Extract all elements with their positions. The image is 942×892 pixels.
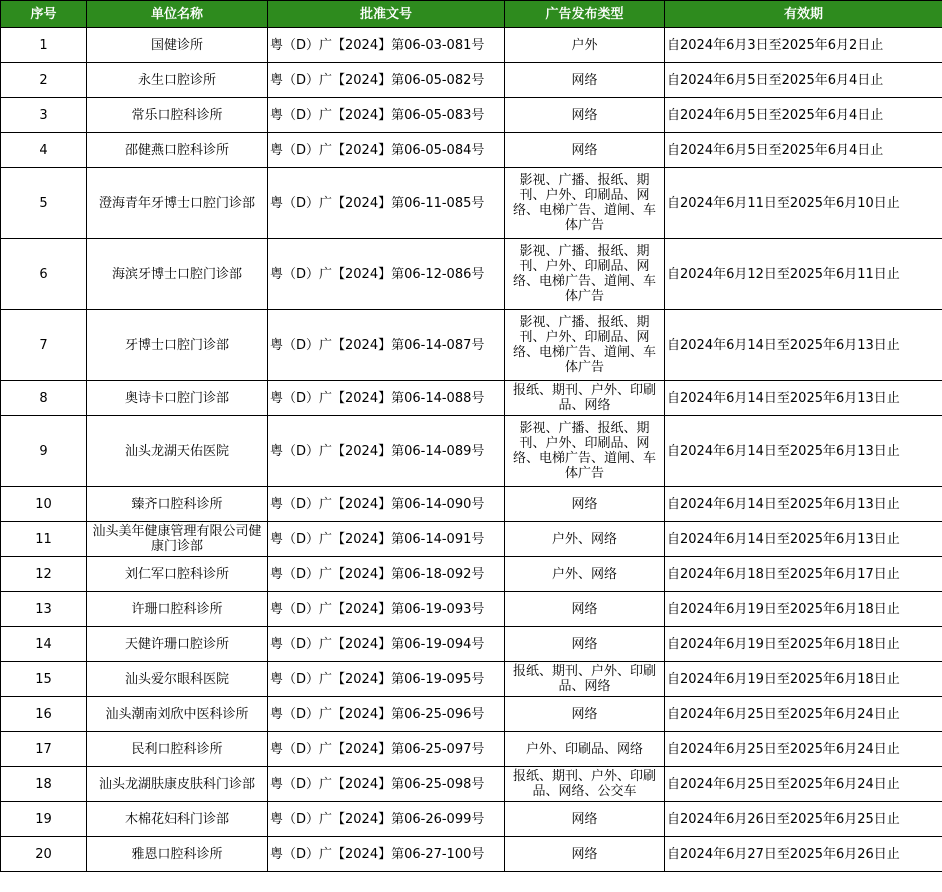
cell-approval-number: 粤（D）广【2024】第06-25-097号: [268, 732, 505, 767]
cell-ad-type: 影视、广播、报纸、期刊、户外、印刷品、网络、电梯广告、道闸、车体广告: [505, 168, 665, 239]
table-row: [1, 28, 942, 63]
cell-approval-number: 粤（D）广【2024】第06-14-091号: [268, 522, 505, 557]
cell-ad-type: 户外、网络: [505, 557, 665, 592]
cell-unit-name: 汕头龙湖肤康皮肤科门诊部: [87, 767, 268, 802]
cell-validity-period: 自2024年6月19日至2025年6月18日止: [665, 627, 942, 662]
cell-unit-name: 汕头爱尔眼科医院: [87, 662, 268, 697]
cell-approval-number: 粤（D）广【2024】第06-25-096号: [268, 697, 505, 732]
cell-approval-number: 粤（D）广【2024】第06-05-082号: [268, 63, 505, 98]
cell-serial-number: 16: [1, 697, 87, 732]
cell-approval-number: 粤（D）广【2024】第06-14-089号: [268, 416, 505, 487]
cell-serial-number: 12: [1, 557, 87, 592]
cell-validity-period: 自2024年6月25日至2025年6月24日止: [665, 732, 942, 767]
cell-unit-name: 臻齐口腔科诊所: [87, 487, 268, 522]
cell-serial-number: 9: [1, 416, 87, 487]
cell-ad-type: 网络: [505, 63, 665, 98]
table-row: [1, 239, 942, 310]
cell-approval-number: 粤（D）广【2024】第06-19-093号: [268, 592, 505, 627]
cell-approval-number: 粤（D）广【2024】第06-14-087号: [268, 310, 505, 381]
cell-ad-type: 网络: [505, 98, 665, 133]
cell-approval-number: 粤（D）广【2024】第06-12-086号: [268, 239, 505, 310]
cell-validity-period: 自2024年6月5日至2025年6月4日止: [665, 98, 942, 133]
table-row: [1, 592, 942, 627]
cell-ad-type: 网络: [505, 837, 665, 872]
header-serial-number: 序号: [1, 1, 87, 28]
cell-ad-type: 网络: [505, 697, 665, 732]
cell-unit-name: 刘仁军口腔科诊所: [87, 557, 268, 592]
cell-ad-type: 网络: [505, 133, 665, 168]
cell-serial-number: 3: [1, 98, 87, 133]
cell-approval-number: 粤（D）广【2024】第06-26-099号: [268, 802, 505, 837]
cell-unit-name: 永生口腔诊所: [87, 63, 268, 98]
cell-serial-number: 19: [1, 802, 87, 837]
table-row: [1, 487, 942, 522]
table-row: [1, 627, 942, 662]
cell-validity-period: 自2024年6月26日至2025年6月25日止: [665, 802, 942, 837]
cell-approval-number: 粤（D）广【2024】第06-03-081号: [268, 28, 505, 63]
cell-ad-type: 户外、网络: [505, 522, 665, 557]
table-row: [1, 416, 942, 487]
cell-unit-name: 民利口腔科诊所: [87, 732, 268, 767]
cell-ad-type: 户外、印刷品、网络: [505, 732, 665, 767]
cell-validity-period: 自2024年6月5日至2025年6月4日止: [665, 133, 942, 168]
header-unit-name: 单位名称: [87, 1, 268, 28]
cell-validity-period: 自2024年6月14日至2025年6月13日止: [665, 381, 942, 416]
table-row: [1, 522, 942, 557]
cell-serial-number: 20: [1, 837, 87, 872]
table-row: [1, 63, 942, 98]
cell-serial-number: 10: [1, 487, 87, 522]
cell-serial-number: 14: [1, 627, 87, 662]
cell-serial-number: 17: [1, 732, 87, 767]
cell-unit-name: 雅恩口腔科诊所: [87, 837, 268, 872]
cell-approval-number: 粤（D）广【2024】第06-19-094号: [268, 627, 505, 662]
cell-unit-name: 邵健燕口腔科诊所: [87, 133, 268, 168]
cell-unit-name: 牙博士口腔门诊部: [87, 310, 268, 381]
cell-approval-number: 粤（D）广【2024】第06-14-090号: [268, 487, 505, 522]
cell-unit-name: 汕头美年健康管理有限公司健康门诊部: [87, 522, 268, 557]
cell-validity-period: 自2024年6月5日至2025年6月4日止: [665, 63, 942, 98]
cell-approval-number: 粤（D）广【2024】第06-19-095号: [268, 662, 505, 697]
table-row: [1, 662, 942, 697]
cell-unit-name: 天健许珊口腔诊所: [87, 627, 268, 662]
cell-validity-period: 自2024年6月25日至2025年6月24日止: [665, 697, 942, 732]
cell-unit-name: 汕头潮南刘欣中医科诊所: [87, 697, 268, 732]
cell-serial-number: 8: [1, 381, 87, 416]
cell-validity-period: 自2024年6月14日至2025年6月13日止: [665, 416, 942, 487]
cell-unit-name: 国健诊所: [87, 28, 268, 63]
cell-unit-name: 木棉花妇科门诊部: [87, 802, 268, 837]
table-row: [1, 133, 942, 168]
cell-validity-period: 自2024年6月11日至2025年6月10日止: [665, 168, 942, 239]
cell-unit-name: 许珊口腔科诊所: [87, 592, 268, 627]
cell-approval-number: 粤（D）广【2024】第06-27-100号: [268, 837, 505, 872]
cell-unit-name: 常乐口腔科诊所: [87, 98, 268, 133]
cell-validity-period: 自2024年6月19日至2025年6月18日止: [665, 662, 942, 697]
cell-serial-number: 5: [1, 168, 87, 239]
cell-validity-period: 自2024年6月18日至2025年6月17日止: [665, 557, 942, 592]
cell-serial-number: 2: [1, 63, 87, 98]
cell-ad-type: 网络: [505, 802, 665, 837]
cell-serial-number: 6: [1, 239, 87, 310]
cell-ad-type: 报纸、期刊、户外、印刷品、网络: [505, 381, 665, 416]
cell-ad-type: 影视、广播、报纸、期刊、户外、印刷品、网络、电梯广告、道闸、车体广告: [505, 239, 665, 310]
cell-validity-period: 自2024年6月14日至2025年6月13日止: [665, 487, 942, 522]
cell-serial-number: 7: [1, 310, 87, 381]
table-row: [1, 381, 942, 416]
cell-approval-number: 粤（D）广【2024】第06-18-092号: [268, 557, 505, 592]
header-ad-type: 广告发布类型: [505, 1, 665, 28]
cell-serial-number: 4: [1, 133, 87, 168]
header-row: [1, 1, 942, 28]
cell-ad-type: 报纸、期刊、户外、印刷品、网络: [505, 662, 665, 697]
table-body: [1, 28, 942, 872]
cell-serial-number: 1: [1, 28, 87, 63]
cell-serial-number: 15: [1, 662, 87, 697]
cell-approval-number: 粤（D）广【2024】第06-05-084号: [268, 133, 505, 168]
cell-validity-period: 自2024年6月12日至2025年6月11日止: [665, 239, 942, 310]
cell-serial-number: 18: [1, 767, 87, 802]
cell-ad-type: 网络: [505, 592, 665, 627]
cell-unit-name: 汕头龙湖天佑医院: [87, 416, 268, 487]
cell-unit-name: 海滨牙博士口腔门诊部: [87, 239, 268, 310]
cell-validity-period: 自2024年6月19日至2025年6月18日止: [665, 592, 942, 627]
cell-validity-period: 自2024年6月3日至2025年6月2日止: [665, 28, 942, 63]
cell-serial-number: 11: [1, 522, 87, 557]
cell-approval-number: 粤（D）广【2024】第06-14-088号: [268, 381, 505, 416]
cell-serial-number: 13: [1, 592, 87, 627]
cell-ad-type: 影视、广播、报纸、期刊、户外、印刷品、网络、电梯广告、道闸、车体广告: [505, 310, 665, 381]
cell-validity-period: 自2024年6月25日至2025年6月24日止: [665, 767, 942, 802]
cell-ad-type: 户外: [505, 28, 665, 63]
table-row: [1, 802, 942, 837]
cell-validity-period: 自2024年6月27日至2025年6月26日止: [665, 837, 942, 872]
table-row: [1, 168, 942, 239]
cell-ad-type: 网络: [505, 627, 665, 662]
table-row: [1, 557, 942, 592]
cell-validity-period: 自2024年6月14日至2025年6月13日止: [665, 522, 942, 557]
cell-ad-type: 网络: [505, 487, 665, 522]
cell-approval-number: 粤（D）广【2024】第06-05-083号: [268, 98, 505, 133]
table-row: [1, 697, 942, 732]
table-row: [1, 732, 942, 767]
cell-unit-name: 奥诗卡口腔门诊部: [87, 381, 268, 416]
table-row: [1, 767, 942, 802]
cell-ad-type: 影视、广播、报纸、期刊、户外、印刷品、网络、电梯广告、道闸、车体广告: [505, 416, 665, 487]
table-row: [1, 837, 942, 872]
header-approval-number: 批准文号: [268, 1, 505, 28]
cell-unit-name: 澄海青年牙博士口腔门诊部: [87, 168, 268, 239]
cell-validity-period: 自2024年6月14日至2025年6月13日止: [665, 310, 942, 381]
cell-approval-number: 粤（D）广【2024】第06-11-085号: [268, 168, 505, 239]
cell-approval-number: 粤（D）广【2024】第06-25-098号: [268, 767, 505, 802]
table-row: [1, 310, 942, 381]
table-row: [1, 98, 942, 133]
cell-ad-type: 报纸、期刊、户外、印刷品、网络、公交车: [505, 767, 665, 802]
header-validity-period: 有效期: [665, 1, 942, 28]
